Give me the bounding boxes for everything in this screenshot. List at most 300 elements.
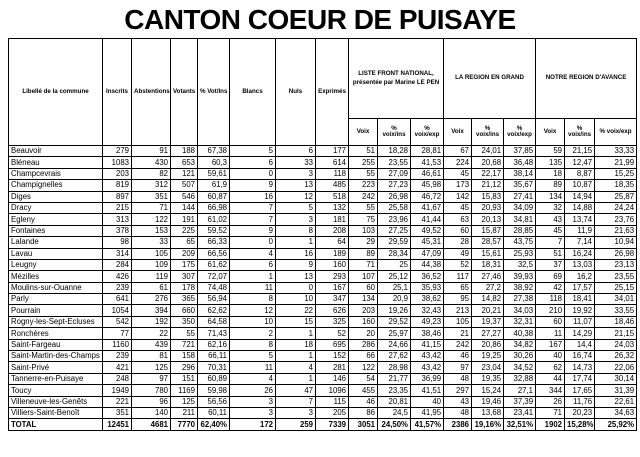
cell-nra-pct-ins: 11,9 <box>565 225 595 236</box>
cell-fn-voix: 103 <box>349 225 378 236</box>
cell-blancs: 10 <box>230 316 276 327</box>
cell-pct-vot-ins: 59,98 <box>198 385 230 396</box>
cell-rg-voix: 95 <box>444 294 472 305</box>
cell-fn-pct-ins: 20,9 <box>378 294 411 305</box>
cell-nra-pct-exp: 15,25 <box>595 168 637 179</box>
cell-votants: 211 <box>171 407 198 418</box>
cell-nuls: 1 <box>276 237 316 248</box>
header-pct-voix-ins: % voix/ins <box>472 119 504 146</box>
cell-fn-pct-ins: 27,23 <box>378 180 411 191</box>
cell-nra-pct-ins: 8,87 <box>565 168 595 179</box>
cell-fn-voix: 455 <box>349 385 378 396</box>
table-row <box>9 351 637 362</box>
cell-nuls: 13 <box>276 180 316 191</box>
cell-rg-pct-exp: 34,52 <box>504 362 536 373</box>
cell-nra-pct-ins: 17,65 <box>565 385 595 396</box>
cell-nra-voix: 18 <box>536 168 565 179</box>
cell-votants: 653 <box>171 157 198 168</box>
cell-commune: Villeneuve-les-Genêts <box>9 396 103 407</box>
cell-nra-voix: 45 <box>536 225 565 236</box>
cell-nuls: 7 <box>276 396 316 407</box>
cell-rg-pct-ins: 21,12 <box>472 180 504 191</box>
cell-exprimes: 614 <box>316 157 349 168</box>
header-pct-voix-ins: % voix/ins <box>378 119 411 146</box>
table-row <box>9 237 637 248</box>
cell-nra-voix: 69 <box>536 271 565 282</box>
cell-nra-pct-ins: 16,2 <box>565 271 595 282</box>
cell-nra-voix: 40 <box>536 351 565 362</box>
cell-fn-pct-exp: 28,81 <box>411 146 444 157</box>
cell-nuls: 6 <box>276 146 316 157</box>
cell-nra-pct-ins: 14,88 <box>565 202 595 213</box>
cell-rg-voix: 49 <box>444 248 472 259</box>
cell-fn-pct-exp: 47,09 <box>411 248 444 259</box>
cell-abstentions: 33 <box>132 237 171 248</box>
cell-abstentions: 780 <box>132 385 171 396</box>
cell-fn-pct-ins: 24,5 <box>378 407 411 418</box>
cell-inscrits: 542 <box>103 316 132 327</box>
cell-exprimes: 205 <box>316 407 349 418</box>
cell-nuls: 1 <box>276 373 316 384</box>
cell-commune: Beauvoir <box>9 146 103 157</box>
cell-inscrits: 897 <box>103 191 132 202</box>
cell-rg-pct-exp: 34,09 <box>504 202 536 213</box>
cell-rg-pct-exp: 32,88 <box>504 373 536 384</box>
cell-fn-pct-exp: 41,44 <box>411 214 444 225</box>
cell-pct-vot-ins: 67,38 <box>198 146 230 157</box>
cell-inscrits: 1054 <box>103 305 132 316</box>
results-table <box>8 38 637 431</box>
cell-rg-pct-exp: 34,82 <box>504 339 536 350</box>
cell-nra-pct-ins: 14,4 <box>565 339 595 350</box>
cell-nuls: 10 <box>276 294 316 305</box>
table-row <box>9 362 637 373</box>
cell-inscrits: 284 <box>103 259 132 270</box>
cell-blancs: 5 <box>230 146 276 157</box>
cell-nra-voix: 167 <box>536 339 565 350</box>
cell-exprimes: 64 <box>316 237 349 248</box>
cell-commune: Ronchères <box>9 328 103 339</box>
cell-rg-pct-exp: 38,14 <box>504 168 536 179</box>
cell-blancs: 0 <box>230 168 276 179</box>
cell-fn-voix: 286 <box>349 339 378 350</box>
cell-exprimes: 177 <box>316 146 349 157</box>
total-commune: TOTAL <box>9 419 103 430</box>
cell-nra-pct-ins: 13,03 <box>565 259 595 270</box>
header-voix: Voix <box>536 119 565 146</box>
cell-rg-pct-ins: 15,61 <box>472 248 504 259</box>
cell-fn-pct-exp: 41,15 <box>411 339 444 350</box>
cell-nra-voix: 135 <box>536 157 565 168</box>
table-row <box>9 305 637 316</box>
cell-exprimes: 181 <box>316 214 349 225</box>
cell-votants: 55 <box>171 328 198 339</box>
cell-nra-voix: 11 <box>536 328 565 339</box>
cell-commune: Fontaines <box>9 225 103 236</box>
cell-fn-voix: 71 <box>349 259 378 270</box>
cell-exprimes: 325 <box>316 316 349 327</box>
cell-nra-pct-exp: 30,14 <box>595 373 637 384</box>
cell-nuls: 4 <box>276 362 316 373</box>
cell-fn-pct-ins: 29,59 <box>378 237 411 248</box>
cell-abstentions: 91 <box>132 146 171 157</box>
cell-fn-pct-ins: 26,98 <box>378 191 411 202</box>
cell-rg-pct-ins: 15,24 <box>472 385 504 396</box>
cell-nra-voix: 37 <box>536 259 565 270</box>
cell-fn-pct-ins: 20,81 <box>378 396 411 407</box>
cell-pct-vot-ins: 60,89 <box>198 373 230 384</box>
cell-fn-pct-ins: 23,96 <box>378 214 411 225</box>
cell-fn-pct-exp: 45,98 <box>411 180 444 191</box>
table-row <box>9 271 637 282</box>
cell-fn-voix: 242 <box>349 191 378 202</box>
cell-rg-pct-exp: 28,85 <box>504 225 536 236</box>
cell-exprimes: 152 <box>316 351 349 362</box>
cell-rg-voix: 48 <box>444 373 472 384</box>
cell-votants: 65 <box>171 237 198 248</box>
cell-commune: Lavau <box>9 248 103 259</box>
cell-commune: Diges <box>9 191 103 202</box>
cell-fn-pct-exp: 43,42 <box>411 351 444 362</box>
table-row <box>9 407 637 418</box>
cell-nuls: 47 <box>276 385 316 396</box>
cell-rg-voix: 242 <box>444 339 472 350</box>
cell-rg-voix: 28 <box>444 237 472 248</box>
cell-rg-voix: 45 <box>444 168 472 179</box>
cell-fn-pct-exp: 46,61 <box>411 168 444 179</box>
cell-abstentions: 119 <box>132 271 171 282</box>
cell-nra-pct-exp: 34,01 <box>595 294 637 305</box>
cell-fn-voix: 122 <box>349 362 378 373</box>
cell-rg-voix: 105 <box>444 316 472 327</box>
cell-rg-pct-ins: 19,25 <box>472 351 504 362</box>
cell-pct-vot-ins: 71,43 <box>198 328 230 339</box>
header-list-front-national: LISTE FRONT NATIONAL, présentée par Marine LE PEN <box>349 39 444 119</box>
cell-commune: Bléneau <box>9 157 103 168</box>
table-row <box>9 373 637 384</box>
cell-blancs: 4 <box>230 248 276 259</box>
cell-inscrits: 248 <box>103 373 132 384</box>
cell-fn-pct-exp: 38,46 <box>411 328 444 339</box>
header-list-notre-region: NOTRE REGION D'AVANCE <box>536 39 637 119</box>
cell-exprimes: 281 <box>316 362 349 373</box>
cell-nra-pct-ins: 16,24 <box>565 248 595 259</box>
cell-blancs: 11 <box>230 362 276 373</box>
cell-nra-pct-ins: 11,76 <box>565 396 595 407</box>
cell-rg-pct-exp: 38,92 <box>504 282 536 293</box>
cell-exprimes: 115 <box>316 396 349 407</box>
cell-inscrits: 378 <box>103 225 132 236</box>
cell-rg-voix: 63 <box>444 214 472 225</box>
cell-votants: 121 <box>171 168 198 179</box>
cell-rg-pct-ins: 19,35 <box>472 373 504 384</box>
cell-nuls: 12 <box>276 191 316 202</box>
cell-abstentions: 312 <box>132 180 171 191</box>
cell-blancs: 6 <box>230 259 276 270</box>
cell-inscrits: 98 <box>103 237 132 248</box>
cell-exprimes: 1096 <box>316 385 349 396</box>
cell-rg-pct-ins: 15,87 <box>472 225 504 236</box>
cell-rg-pct-ins: 14,82 <box>472 294 504 305</box>
cell-nra-pct-exp: 25,15 <box>595 282 637 293</box>
cell-blancs: 0 <box>230 237 276 248</box>
cell-exprimes: 485 <box>316 180 349 191</box>
cell-fn-voix: 89 <box>349 248 378 259</box>
cell-rg-pct-exp: 34,81 <box>504 214 536 225</box>
cell-rg-voix: 21 <box>444 328 472 339</box>
table-row <box>9 316 637 327</box>
cell-nuls: 1 <box>276 328 316 339</box>
cell-fn-pct-ins: 25,1 <box>378 282 411 293</box>
cell-votants: 158 <box>171 351 198 362</box>
cell-pct-vot-ins: 62,16 <box>198 339 230 350</box>
cell-rg-pct-exp: 37,85 <box>504 146 536 157</box>
cell-votants: 546 <box>171 191 198 202</box>
total-fn-pct-ins: 24,50% <box>378 419 411 430</box>
cell-abstentions: 439 <box>132 339 171 350</box>
header-inscrits: Inscrits <box>103 39 132 146</box>
cell-nra-pct-ins: 12,47 <box>565 157 595 168</box>
cell-pct-vot-ins: 61,02 <box>198 214 230 225</box>
cell-votants: 188 <box>171 146 198 157</box>
cell-fn-pct-ins: 23,55 <box>378 157 411 168</box>
cell-fn-pct-exp: 38,62 <box>411 294 444 305</box>
cell-pct-vot-ins: 66,56 <box>198 248 230 259</box>
cell-rg-pct-ins: 13,68 <box>472 407 504 418</box>
total-rg-voix: 2386 <box>444 419 472 430</box>
cell-pct-vot-ins: 60,11 <box>198 407 230 418</box>
cell-fn-pct-ins: 27,25 <box>378 225 411 236</box>
cell-nra-pct-exp: 21,63 <box>595 225 637 236</box>
cell-fn-voix: 66 <box>349 351 378 362</box>
cell-fn-pct-ins: 28,98 <box>378 362 411 373</box>
cell-rg-voix: 45 <box>444 202 472 213</box>
cell-nra-pct-exp: 24,03 <box>595 339 637 350</box>
cell-commune: Saint-Martin-des-Champs <box>9 351 103 362</box>
total-row <box>9 419 637 430</box>
table-row <box>9 168 637 179</box>
cell-rg-pct-exp: 32,31 <box>504 316 536 327</box>
cell-nra-voix: 210 <box>536 305 565 316</box>
cell-rg-pct-ins: 27,2 <box>472 282 504 293</box>
total-abstentions: 4681 <box>132 419 171 430</box>
cell-blancs: 26 <box>230 385 276 396</box>
cell-votants: 175 <box>171 259 198 270</box>
cell-fn-voix: 107 <box>349 271 378 282</box>
table-row <box>9 396 637 407</box>
cell-votants: 721 <box>171 339 198 350</box>
cell-fn-pct-ins: 18,28 <box>378 146 411 157</box>
cell-rg-pct-ins: 24,01 <box>472 146 504 157</box>
cell-nuls: 5 <box>276 202 316 213</box>
cell-inscrits: 239 <box>103 351 132 362</box>
cell-fn-pct-ins: 24,66 <box>378 339 411 350</box>
cell-nra-pct-ins: 14,73 <box>565 362 595 373</box>
table-row <box>9 294 637 305</box>
cell-nuls: 13 <box>276 271 316 282</box>
cell-blancs: 12 <box>230 305 276 316</box>
cell-nra-pct-exp: 23,13 <box>595 259 637 270</box>
cell-nra-voix: 43 <box>536 214 565 225</box>
cell-nra-pct-exp: 24,24 <box>595 202 637 213</box>
cell-nra-pct-exp: 33,55 <box>595 305 637 316</box>
cell-abstentions: 125 <box>132 362 171 373</box>
table-row <box>9 259 637 270</box>
cell-inscrits: 641 <box>103 294 132 305</box>
cell-nra-pct-exp: 18,35 <box>595 180 637 191</box>
cell-fn-pct-exp: 45,31 <box>411 237 444 248</box>
cell-commune: Saint-Fargeau <box>9 339 103 350</box>
cell-blancs: 8 <box>230 294 276 305</box>
cell-nra-pct-exp: 34,63 <box>595 407 637 418</box>
cell-fn-pct-exp: 41,53 <box>411 157 444 168</box>
table-row <box>9 282 637 293</box>
table-row <box>9 248 637 259</box>
cell-rg-pct-ins: 20,86 <box>472 339 504 350</box>
cell-exprimes: 695 <box>316 339 349 350</box>
cell-rg-voix: 173 <box>444 180 472 191</box>
total-nra-pct-exp: 25,92% <box>595 419 637 430</box>
cell-rg-pct-exp: 27,41 <box>504 191 536 202</box>
cell-fn-pct-ins: 27,62 <box>378 351 411 362</box>
cell-blancs: 8 <box>230 339 276 350</box>
cell-exprimes: 160 <box>316 259 349 270</box>
cell-votants: 660 <box>171 305 198 316</box>
cell-pct-vot-ins: 61,9 <box>198 180 230 191</box>
table-row <box>9 385 637 396</box>
cell-fn-pct-exp: 44,38 <box>411 259 444 270</box>
cell-nra-pct-exp: 22,61 <box>595 396 637 407</box>
page-title: CANTON COEUR DE PUISAYE <box>124 4 516 35</box>
cell-abstentions: 122 <box>132 214 171 225</box>
cell-nra-pct-ins: 17,57 <box>565 282 595 293</box>
cell-fn-pct-ins: 25,12 <box>378 271 411 282</box>
cell-votants: 225 <box>171 225 198 236</box>
total-blancs: 172 <box>230 419 276 430</box>
cell-abstentions: 351 <box>132 191 171 202</box>
table-row <box>9 328 637 339</box>
cell-rg-pct-ins: 19,37 <box>472 316 504 327</box>
cell-exprimes: 626 <box>316 305 349 316</box>
total-nra-pct-ins: 15,28% <box>565 419 595 430</box>
cell-rg-pct-exp: 25,93 <box>504 248 536 259</box>
cell-pct-vot-ins: 56,56 <box>198 396 230 407</box>
cell-exprimes: 293 <box>316 271 349 282</box>
table-row <box>9 180 637 191</box>
table-row <box>9 225 637 236</box>
cell-exprimes: 118 <box>316 168 349 179</box>
cell-nuls: 8 <box>276 225 316 236</box>
cell-votants: 191 <box>171 214 198 225</box>
cell-votants: 507 <box>171 180 198 191</box>
header-voix: Voix <box>444 119 472 146</box>
cell-votants: 151 <box>171 373 198 384</box>
cell-blancs: 7 <box>230 214 276 225</box>
cell-votants: 307 <box>171 271 198 282</box>
cell-rg-voix: 97 <box>444 362 472 373</box>
cell-exprimes: 208 <box>316 225 349 236</box>
header-pct-voix-ins: % voix/ins <box>565 119 595 146</box>
cell-pct-vot-ins: 59,61 <box>198 168 230 179</box>
cell-commune: Rogny-les-Sept-Ecluses <box>9 316 103 327</box>
cell-fn-pct-ins: 25 <box>378 259 411 270</box>
cell-abstentions: 82 <box>132 168 171 179</box>
cell-nra-pct-exp: 21,15 <box>595 328 637 339</box>
cell-exprimes: 52 <box>316 328 349 339</box>
cell-commune: Villiers-Saint-Benoît <box>9 407 103 418</box>
cell-blancs: 6 <box>230 157 276 168</box>
cell-fn-pct-ins: 29,52 <box>378 316 411 327</box>
cell-fn-pct-exp: 41,95 <box>411 407 444 418</box>
cell-abstentions: 153 <box>132 225 171 236</box>
cell-exprimes: 518 <box>316 191 349 202</box>
cell-commune: Champcevrais <box>9 168 103 179</box>
cell-exprimes: 167 <box>316 282 349 293</box>
cell-blancs: 3 <box>230 396 276 407</box>
header-abstentions: Abstentions <box>132 39 171 146</box>
cell-rg-pct-exp: 27,38 <box>504 294 536 305</box>
cell-abstentions: 430 <box>132 157 171 168</box>
cell-commune: Moulins-sur-Ouanne <box>9 282 103 293</box>
cell-fn-pct-exp: 49,52 <box>411 225 444 236</box>
cell-nra-pct-ins: 18,41 <box>565 294 595 305</box>
cell-rg-pct-exp: 36,48 <box>504 157 536 168</box>
cell-nra-voix: 32 <box>536 202 565 213</box>
cell-rg-voix: 117 <box>444 271 472 282</box>
header-pct-vot-ins: % Vot/Ins <box>198 39 230 146</box>
table-row <box>9 202 637 213</box>
cell-rg-voix: 60 <box>444 225 472 236</box>
cell-nra-pct-exp: 31,39 <box>595 385 637 396</box>
header-pct-voix-exp: % voix/exp <box>595 119 637 146</box>
cell-nuls: 3 <box>276 214 316 225</box>
cell-pct-vot-ins: 60,3 <box>198 157 230 168</box>
cell-rg-pct-exp: 30,26 <box>504 351 536 362</box>
cell-pct-vot-ins: 60,87 <box>198 191 230 202</box>
cell-nra-pct-ins: 13,74 <box>565 214 595 225</box>
cell-pct-vot-ins: 62,62 <box>198 305 230 316</box>
cell-nra-voix: 44 <box>536 373 565 384</box>
cell-fn-voix: 75 <box>349 214 378 225</box>
cell-nuls: 3 <box>276 407 316 418</box>
total-exprimes: 7339 <box>316 419 349 430</box>
cell-abstentions: 71 <box>132 202 171 213</box>
table-row <box>9 339 637 350</box>
table-row <box>9 214 637 225</box>
cell-fn-pct-exp: 43,42 <box>411 362 444 373</box>
cell-inscrits: 221 <box>103 396 132 407</box>
total-inscrits: 12451 <box>103 419 132 430</box>
cell-nra-pct-ins: 20,23 <box>565 407 595 418</box>
cell-commune: Tannerre-en-Puisaye <box>9 373 103 384</box>
cell-nuls: 18 <box>276 339 316 350</box>
cell-rg-pct-ins: 27,27 <box>472 328 504 339</box>
header-nuls: Nuls <box>276 39 316 146</box>
cell-rg-pct-ins: 15,83 <box>472 191 504 202</box>
cell-rg-voix: 46 <box>444 351 472 362</box>
cell-rg-voix: 43 <box>444 396 472 407</box>
cell-pct-vot-ins: 59,52 <box>198 225 230 236</box>
cell-pct-vot-ins: 66,11 <box>198 351 230 362</box>
cell-nra-voix: 60 <box>536 316 565 327</box>
cell-fn-pct-ins: 23,35 <box>378 385 411 396</box>
cell-inscrits: 314 <box>103 248 132 259</box>
cell-blancs: 5 <box>230 351 276 362</box>
cell-abstentions: 22 <box>132 328 171 339</box>
cell-nuls: 33 <box>276 157 316 168</box>
cell-rg-voix: 48 <box>444 407 472 418</box>
cell-fn-pct-ins: 19,26 <box>378 305 411 316</box>
